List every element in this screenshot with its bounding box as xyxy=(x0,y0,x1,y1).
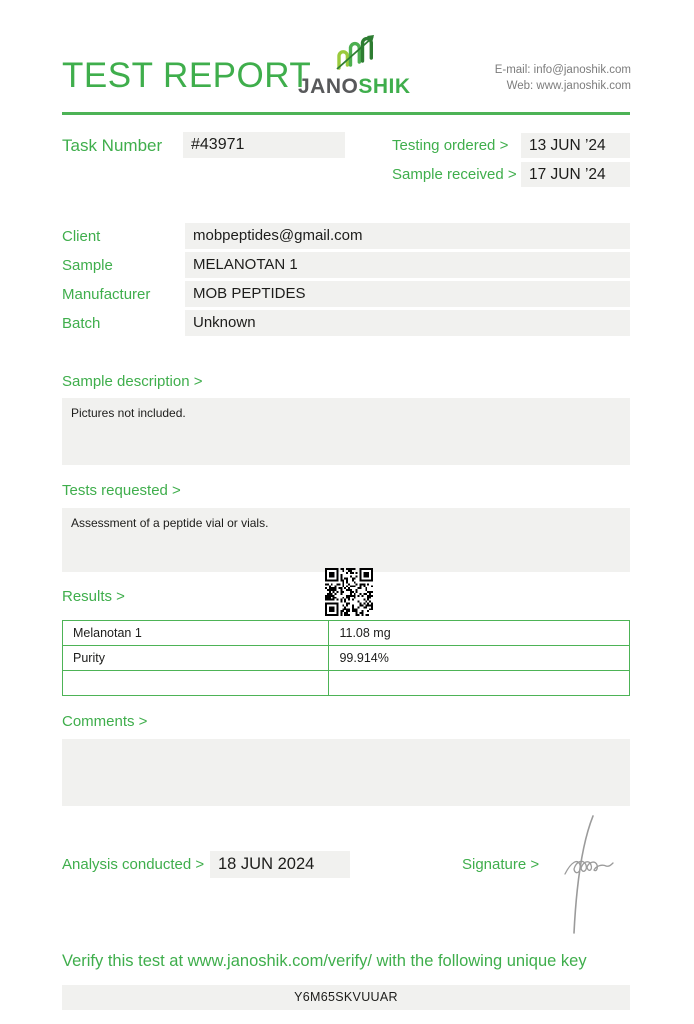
testing-ordered-label: Testing ordered > xyxy=(392,137,509,154)
logo-wordmark xyxy=(298,75,411,99)
tests-requested-label: Tests requested > xyxy=(62,482,181,499)
manufacturer-label: Manufacturer xyxy=(62,286,151,303)
batch-value: Unknown xyxy=(185,310,630,336)
sample-received-label: Sample received > xyxy=(392,166,517,183)
verify-instruction: Verify this test at www.janoshik.com/verify/ with the following unique key xyxy=(62,952,587,970)
sample-label: Sample xyxy=(62,257,113,274)
analysis-conducted-label: Analysis conducted > xyxy=(62,856,205,873)
signature-icon xyxy=(553,812,625,937)
task-number-label: Task Number xyxy=(62,136,163,155)
contact-email: E-mail: info@janoshik.com xyxy=(494,64,631,76)
comments-label: Comments > xyxy=(62,713,148,730)
manufacturer-value: MOB PEPTIDES xyxy=(185,281,630,307)
testing-ordered-value: 13 JUN ’24 xyxy=(521,133,630,158)
table-row xyxy=(63,621,630,646)
sample-description-box: Pictures not included. xyxy=(62,398,630,465)
result-name: Purity xyxy=(63,646,329,671)
table-row xyxy=(63,646,630,671)
contact-web: Web: www.janoshik.com xyxy=(506,80,631,92)
results-table xyxy=(62,620,630,696)
client-value: mobpeptides@gmail.com xyxy=(185,223,630,249)
contact-info xyxy=(495,62,631,94)
results-label: Results > xyxy=(62,588,125,605)
growth-chart-icon xyxy=(327,34,379,74)
janoshik-logo xyxy=(298,34,411,99)
analysis-date-value: 18 JUN 2024 xyxy=(210,851,350,878)
result-name xyxy=(63,671,329,696)
result-name: Melanotan 1 xyxy=(63,621,329,646)
logo-jano: JANO xyxy=(298,75,359,98)
client-label: Client xyxy=(62,228,101,245)
logo-shik: SHIK xyxy=(358,75,411,98)
sample-description-label: Sample description > xyxy=(62,373,203,390)
signature-label: Signature > xyxy=(462,856,540,873)
verify-key-value: Y6M65SKVUUAR xyxy=(62,985,630,1010)
result-value: 11.08 mg xyxy=(329,621,630,646)
qr-code-icon xyxy=(325,568,373,616)
table-row xyxy=(63,671,630,696)
comments-box xyxy=(62,739,630,806)
sample-value: MELANOTAN 1 xyxy=(185,252,630,278)
page-title: TEST REPORT xyxy=(62,56,312,95)
tests-requested-box: Assessment of a peptide vial or vials. xyxy=(62,508,630,572)
task-number-value: #43971 xyxy=(183,132,345,158)
header-divider xyxy=(62,112,630,115)
batch-label: Batch xyxy=(62,315,101,332)
sample-received-value: 17 JUN ’24 xyxy=(521,162,630,187)
result-value: 99.914% xyxy=(329,646,630,671)
result-value xyxy=(329,671,630,696)
